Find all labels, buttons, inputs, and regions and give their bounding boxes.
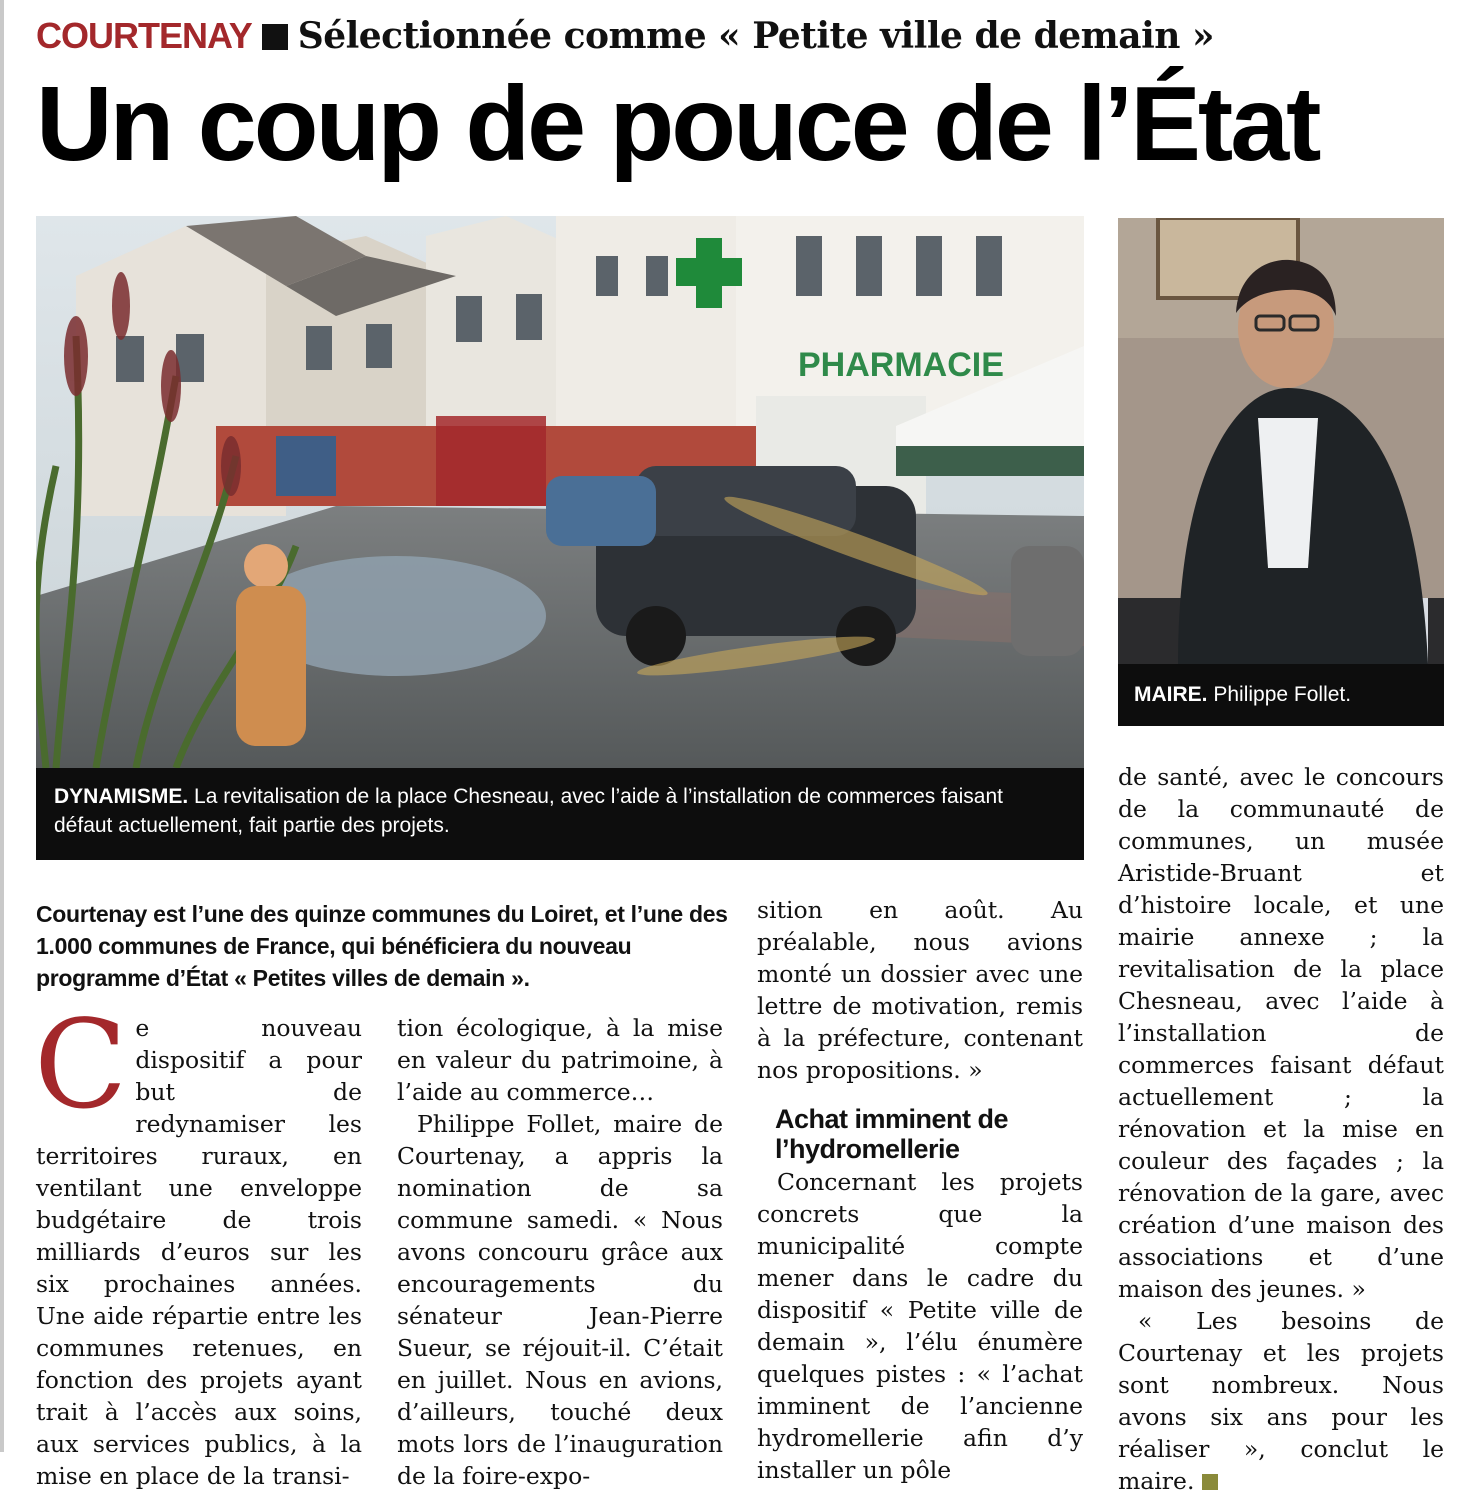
main-caption-label: DYNAMISME. [54,785,189,808]
portrait-caption-text: Philippe Follet. [1213,683,1352,706]
col4-paragraph-1: de santé, avec le concours de la communauté de communes, un musée Aristide-Bruant et d’histoire locale, et une mairie annexe ; la revitalisation de la place Chesneau, avec l’aide à l’installation de commerces faisant défaut actuellement ; la rénovation et la mise en couleur des façades ; la rénovation de la gare, avec création d’une maison des associations et d’une maison des jeunes. » [1118,763,1444,1303]
page-edge-rule [0,0,4,1452]
col2-paragraph-1: tion écologique, à la mise en valeur du patrimoine, à l’aide au commerce… [397,1014,723,1106]
body-column-1 [34,994,362,1492]
location-label: COURTENAY [36,15,252,56]
kicker-subtitle: Sélectionnée comme « Petite ville de demain » [297,15,1214,57]
col1-paragraph: e nouveau dispositif a pour but de redynamiser les territoires ruraux, en ventilant une enveloppe budgétaire de trois milliards d’euros sur les six prochaines années. Une aide répartie entre les communes retenues, en fonction des projets ayant trait à l’accès aux soins, aux services publics, à la mise en place de la transi- [36,1014,362,1490]
portrait-photo [1118,218,1444,664]
body-column-2 [397,1012,723,1492]
col4-paragraph-2 [1118,1305,1444,1497]
col3-paragraph-1: sition en août. Au préalable, nous avions monté un dossier avec une lettre de motivation, remis à la préfecture, contenant nos propositions. » [757,896,1083,1084]
pharmacie-sign: PHARMACIE [798,346,1004,384]
main-caption-text: La revitalisation de la place Chesneau, avec l’aide à l’installation de commerces faisant défaut actuellement, fait partie des projets. [54,785,1003,837]
kicker-line [36,10,1214,69]
subheading: Achat imminent de l’hydromellerie [775,1104,1009,1164]
body-column-4 [1118,761,1444,1497]
main-photo-caption [36,768,1084,860]
end-of-article-mark [1202,1474,1218,1490]
body-column-3 [757,894,1083,1486]
col2-paragraph-2: Philippe Follet, maire de Courtenay, a appris la nomination de sa commune samedi. « Nous avons concouru grâce aux encouragements du sénateur Jean-Pierre Sueur, se réjouit-il. C’était en juillet. Nous en avions, d’ailleurs, touché deux mots lors de l’inauguration de la foire-expo- [397,1110,723,1490]
separator-square [262,24,288,50]
lede-paragraph: Courtenay est l’une des quinze communes du Loiret, et l’une des 1.000 communes de France, qui bénéficiera du nouveau programme d’État « Petites villes de demain ». [36,901,728,991]
col4-paragraph-2-text: « Les besoins de Courtenay et les projets sont nombreux. Nous avons six ans pour les réaliser », conclut le maire. [1118,1307,1444,1495]
col3-paragraph-2: Concernant les projets concrets que la municipalité compte mener dans le cadre du dispositif « Petite ville de demain », l’élu énumère quelques pistes : « l’achat imminent de l’ancienne hydromellerie afin d’y installer un pôle [757,1168,1083,1484]
drop-cap: C [34,994,128,1136]
headline: Un coup de pouce de l’État [36,65,1319,183]
portrait-caption [1118,664,1444,726]
street-photo [36,216,1084,768]
portrait-caption-label: MAIRE. [1134,683,1208,706]
